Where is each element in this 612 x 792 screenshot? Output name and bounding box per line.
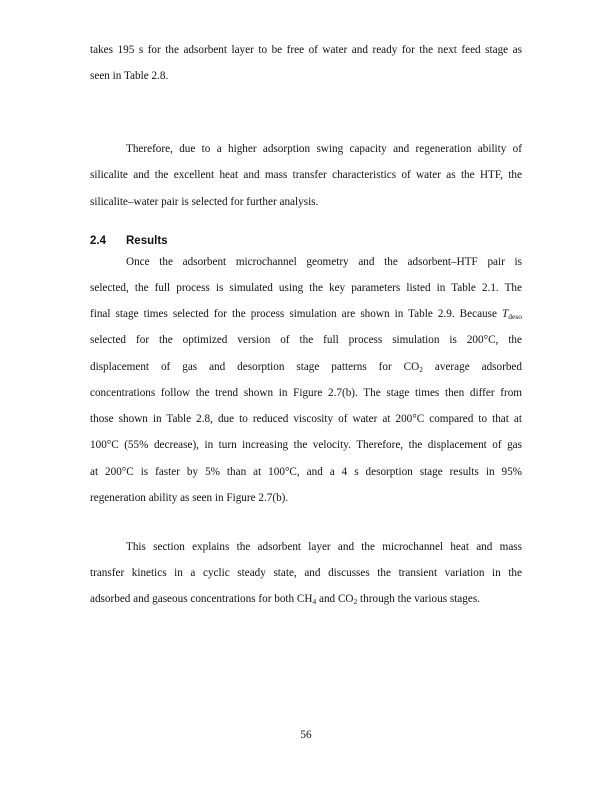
paragraph-3-line: [90, 281, 522, 295]
text-run: This section explains the adsorbent layer and the microchannel heat and mass: [126, 541, 522, 553]
text-run: Therefore, due to a higher adsorption swing capacity and regeneration ability of: [126, 143, 522, 155]
text-run: concentrations follow the trend shown in Figure 2.7(b). The stage times then differ from: [90, 387, 522, 399]
paragraph-2-line: [90, 195, 522, 209]
paragraph-3-line: [90, 255, 522, 269]
text-run: and CO: [316, 593, 354, 605]
page-number: 56: [300, 729, 312, 741]
text-run: selected, the full process is simulated using the key parameters listed in Table 2.1. The: [90, 282, 522, 294]
subscript: 2: [419, 365, 423, 374]
text-run: takes 195 s for the adsorbent layer to be free of water and ready for the next feed stage as: [90, 44, 522, 56]
paragraph-3-line: [90, 386, 522, 400]
text-run: selected for the optimized version of the full process simulation is 200°C, the: [90, 334, 522, 346]
section-number: 2.4: [90, 235, 106, 247]
text-run: T: [502, 308, 509, 320]
paragraph-3-line: [90, 412, 522, 426]
paragraph-4-line: [90, 540, 522, 554]
text-run: through the various stages.: [357, 593, 480, 605]
paragraph-4-line: [90, 566, 522, 580]
paragraph-3-line: [90, 465, 522, 479]
subscript: deso: [508, 312, 522, 321]
text-run: average adsorbed: [422, 361, 522, 373]
text-run: silicalite–water pair is selected for further analysis.: [90, 196, 319, 208]
text-run: displacement of gas and desorption stage patterns for CO: [90, 361, 420, 373]
text-run: adsorbed and gaseous concentrations for both CH: [90, 593, 313, 605]
text-run: transfer kinetics in a cyclic steady state, and discusses the transient variation in the: [90, 567, 522, 579]
subscript: 2: [353, 597, 358, 606]
paragraph-2-line: [90, 142, 522, 156]
paragraph-1-line: [90, 69, 522, 83]
text-run: final stage times selected for the process simulation are shown in Table 2.9. Because: [90, 308, 503, 320]
paragraph-2-line: [90, 168, 522, 182]
paragraph-4-line: [90, 592, 522, 606]
paragraph-3-line: [90, 360, 522, 374]
section-title: Results: [126, 235, 168, 247]
paragraph-1-line: [90, 43, 522, 57]
paragraph-3-line: [90, 438, 522, 452]
text-run: Once the adsorbent microchannel geometry and the adsorbent–HTF pair is: [126, 256, 522, 268]
section-heading: [90, 235, 168, 247]
subscript: 4: [312, 597, 317, 606]
text-run: seen in Table 2.8.: [90, 70, 169, 82]
text-run: 100°C (55% decrease), in turn increasing the velocity. Therefore, the displacement of gas: [90, 439, 522, 451]
paragraph-3-line: [90, 491, 522, 505]
text-run: at 200°C is faster by 5% than at 100°C, and a 4 s desorption stage results in 95%: [90, 466, 522, 478]
paragraph-3-line: [90, 333, 522, 347]
text-run: regeneration ability as seen in Figure 2.7(b).: [90, 492, 289, 504]
paragraph-3-line: [90, 307, 522, 321]
text-run: those shown in Table 2.8, due to reduced viscosity of water at 200°C compared to that at: [90, 413, 522, 425]
text-run: silicalite and the excellent heat and mass transfer characteristics of water as the HTF, the: [90, 169, 522, 181]
